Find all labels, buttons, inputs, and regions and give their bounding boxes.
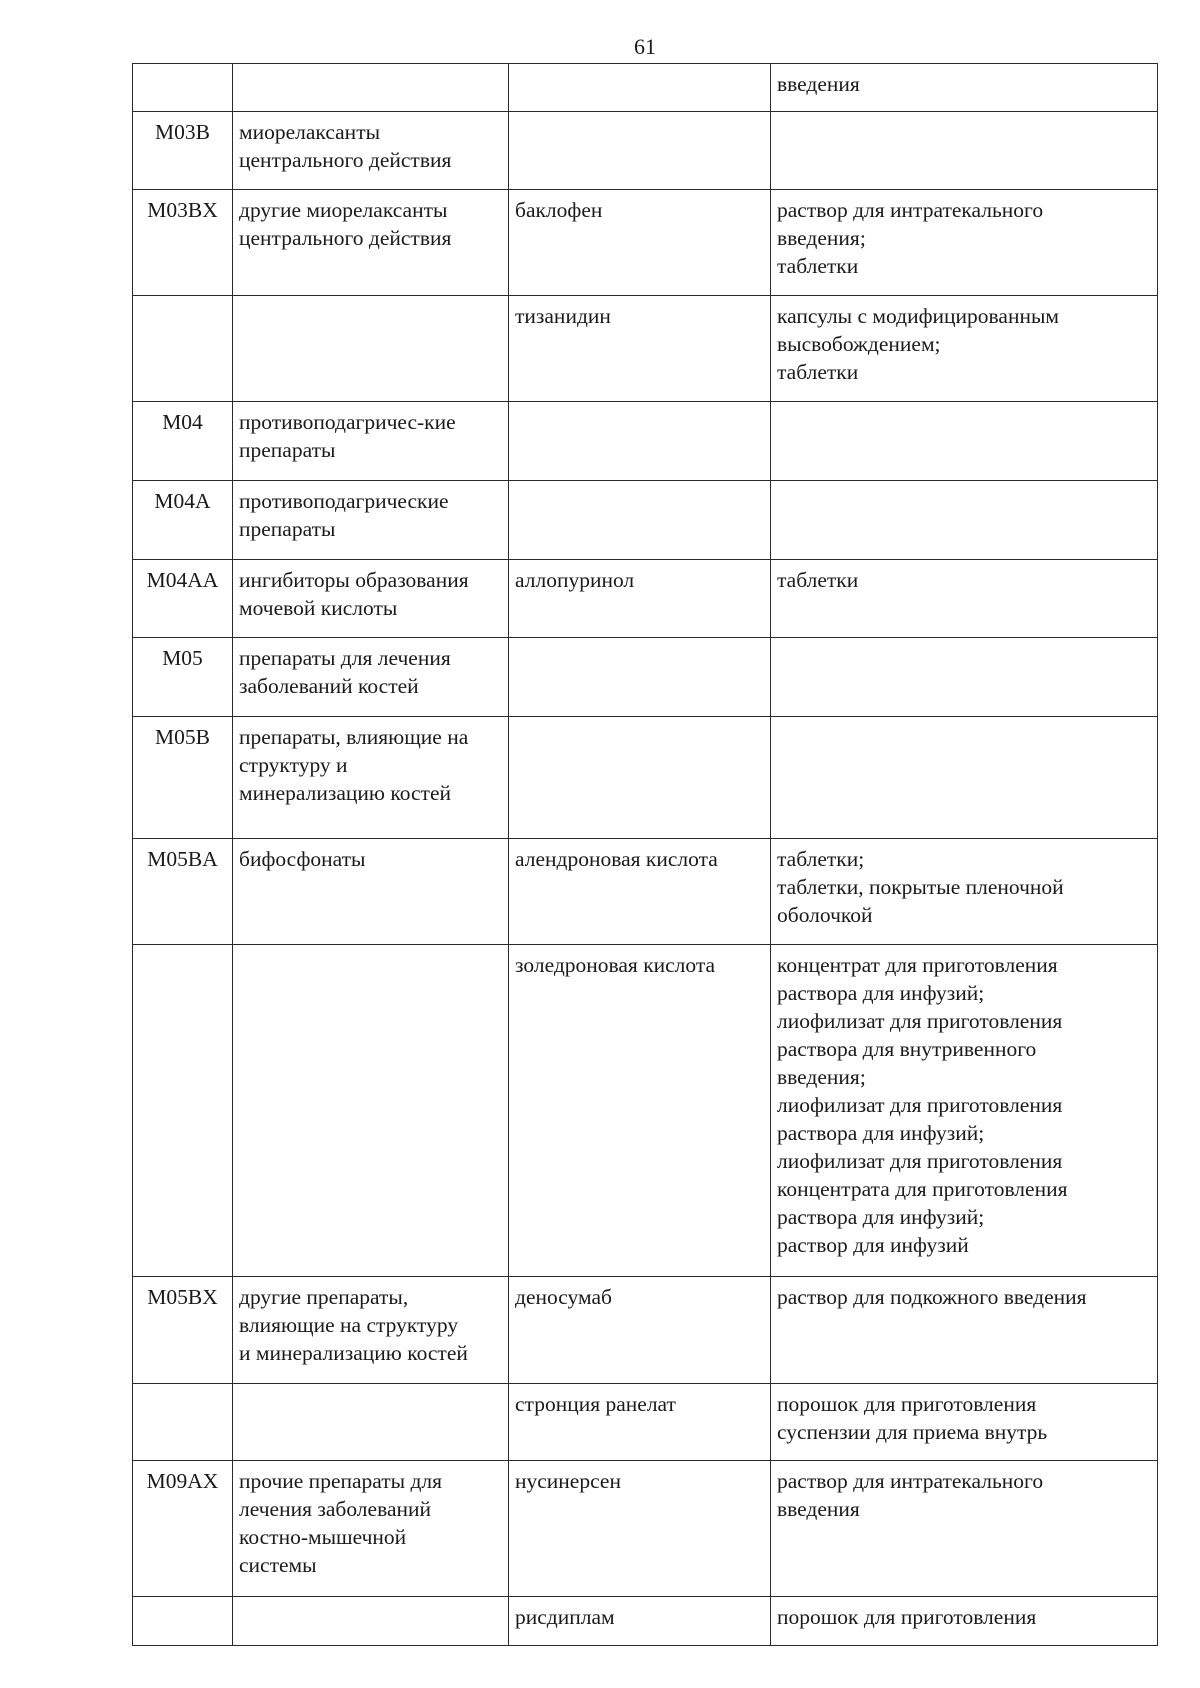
dosage-form-line: раствор для интратекального [777,198,1044,222]
group-name-line: противоподагричес-кие [239,410,456,434]
dosage-form-line: раствора для инфузий; [777,1121,985,1145]
group-name-line: системы [239,1553,317,1577]
table-row [133,839,1158,945]
group-name-line: прочие препараты для [239,1469,443,1493]
form-cell [771,481,1158,560]
table-row [133,402,1158,481]
dosage-form-line: концентрат для приготовления [777,953,1058,977]
dosage-form-line: раствора для инфузий; [777,1205,985,1229]
drug-name: нусинерсен [515,1469,621,1493]
group-name-line: препараты, влияющие на [239,725,469,749]
group-name-line: центрального действия [239,226,452,250]
group-name-line: препараты [239,438,336,462]
group-cell [233,1277,509,1384]
atc-code-cell [133,481,233,560]
atc-code: M05 [162,646,203,670]
group-name-line: влияющие на структуру [239,1313,459,1337]
drug-cell [509,717,771,839]
atc-code: M04AA [146,568,219,592]
drug-cell [509,560,771,638]
atc-code-cell [133,1277,233,1384]
table-row [133,717,1158,839]
atc-code-cell [133,1461,233,1597]
group-name-line: противоподагрические [239,489,449,513]
dosage-form-line: оболочкой [777,903,873,927]
group-cell [233,1597,509,1646]
group-name-line: структуру и [239,753,348,777]
dosage-form-line: раствор для подкожного введения [777,1285,1087,1309]
group-name-line: центрального действия [239,148,452,172]
dosage-form-line: введения [777,1497,860,1521]
table-row [133,638,1158,717]
dosage-form-line: лиофилизат для приготовления [777,1009,1063,1033]
form-cell [771,64,1158,112]
group-name-line: бифосфонаты [239,847,366,871]
drug-name: тизанидин [515,304,611,328]
group-name-line: костно-мышечной [239,1525,407,1549]
dosage-form-line: раствора для инфузий; [777,981,985,1005]
dosage-form-line: порошок для приготовления [777,1605,1037,1629]
dosage-form-line: порошок для приготовления [777,1392,1037,1416]
dosage-form-line: раствора для внутривенного [777,1037,1037,1061]
atc-code: M04 [162,410,203,434]
dosage-form-line: капсулы с модифицированным [777,304,1060,328]
dosage-form-line: суспензии для приема внутрь [777,1420,1048,1444]
page-number: 61 [634,34,656,59]
form-cell [771,296,1158,402]
drug-cell [509,296,771,402]
table-row [133,64,1158,112]
drug-cell [509,1277,771,1384]
dosage-form-line: лиофилизат для приготовления [777,1149,1063,1173]
group-name-line: другие препараты, [239,1285,409,1309]
group-name-line: заболеваний костей [239,674,419,698]
drug-cell [509,112,771,190]
form-cell [771,839,1158,945]
dosage-form-line: таблетки [777,568,859,592]
group-cell [233,638,509,717]
drug-name: стронция ранелат [515,1392,676,1416]
dosage-form-line: концентрата для приготовления [777,1177,1068,1201]
group-cell [233,402,509,481]
drug-cell [509,402,771,481]
atc-code-cell [133,560,233,638]
drug-cell [509,190,771,296]
drug-name: золедроновая кислота [515,953,716,977]
group-name-line: мочевой кислоты [239,596,398,620]
group-name-line: лечения заболеваний [239,1497,432,1521]
atc-code: M05BX [147,1285,218,1309]
group-name-line: и минерализацию костей [239,1341,468,1365]
drug-name: аллопуринол [515,568,635,592]
drug-cell [509,481,771,560]
group-cell [233,560,509,638]
dosage-form-line: лиофилизат для приготовления [777,1093,1063,1117]
form-cell [771,1277,1158,1384]
table-row [133,112,1158,190]
drug-cell [509,1597,771,1646]
group-cell [233,1461,509,1597]
drug-cell [509,945,771,1277]
atc-code: M05B [155,725,210,749]
form-cell [771,1597,1158,1646]
table-row [133,1461,1158,1597]
dosage-form-line: таблетки [777,254,859,278]
drug-name: деносумаб [515,1285,612,1309]
dosage-form-line: раствор для интратекального [777,1469,1044,1493]
atc-code-cell [133,1597,233,1646]
form-cell [771,1461,1158,1597]
group-cell [233,64,509,112]
group-cell [233,717,509,839]
dosage-form-line: введения; [777,226,866,250]
drug-name: алендроновая кислота [515,847,718,871]
group-name-line: миорелаксанты [239,120,381,144]
form-cell [771,638,1158,717]
atc-code-cell [133,296,233,402]
atc-code: M09AX [146,1469,219,1493]
group-name-line: препараты для лечения [239,646,451,670]
group-name-line: ингибиторы образования [239,568,469,592]
group-cell [233,296,509,402]
drug-table [132,63,1158,1646]
atc-code-cell [133,1384,233,1461]
atc-code-cell [133,402,233,481]
form-cell [771,190,1158,296]
atc-code: M04A [154,489,211,513]
drug-cell [509,1461,771,1597]
form-cell [771,560,1158,638]
dosage-form-line: таблетки; [777,847,865,871]
table-row [133,560,1158,638]
dosage-form-line: введения; [777,1065,866,1089]
atc-code-cell [133,945,233,1277]
atc-code: M05BA [147,847,218,871]
atc-code-cell [133,839,233,945]
group-name-line: препараты [239,517,336,541]
table-row [133,190,1158,296]
atc-code-cell [133,64,233,112]
table-row [133,1597,1158,1646]
group-cell [233,1384,509,1461]
table-row [133,1277,1158,1384]
drug-cell [509,64,771,112]
table-row [133,945,1158,1277]
drug-cell [509,1384,771,1461]
atc-code-cell [133,190,233,296]
group-name-line: минерализацию костей [239,781,451,805]
dosage-form-line: таблетки, покрытые пленочной [777,875,1064,899]
table-row [133,296,1158,402]
atc-code-cell [133,638,233,717]
table-row [133,1384,1158,1461]
group-cell [233,481,509,560]
dosage-form-line: введения [777,72,860,96]
drug-cell [509,839,771,945]
table-row [133,481,1158,560]
drug-cell [509,638,771,717]
table-body [133,64,1158,1646]
drug-name: баклофен [515,198,603,222]
form-cell [771,402,1158,481]
atc-code-cell [133,112,233,190]
dosage-form-line: высвобождением; [777,332,941,356]
dosage-form-line: таблетки [777,360,859,384]
group-cell [233,190,509,296]
group-cell [233,839,509,945]
form-cell [771,1384,1158,1461]
atc-code: M03B [155,120,210,144]
atc-code-cell [133,717,233,839]
group-cell [233,112,509,190]
form-cell [771,945,1158,1277]
form-cell [771,717,1158,839]
form-cell [771,112,1158,190]
dosage-form-line: раствор для инфузий [777,1233,969,1257]
drug-name: рисдиплам [515,1605,615,1629]
group-name-line: другие миорелаксанты [239,198,448,222]
group-cell [233,945,509,1277]
atc-code: M03BX [147,198,218,222]
